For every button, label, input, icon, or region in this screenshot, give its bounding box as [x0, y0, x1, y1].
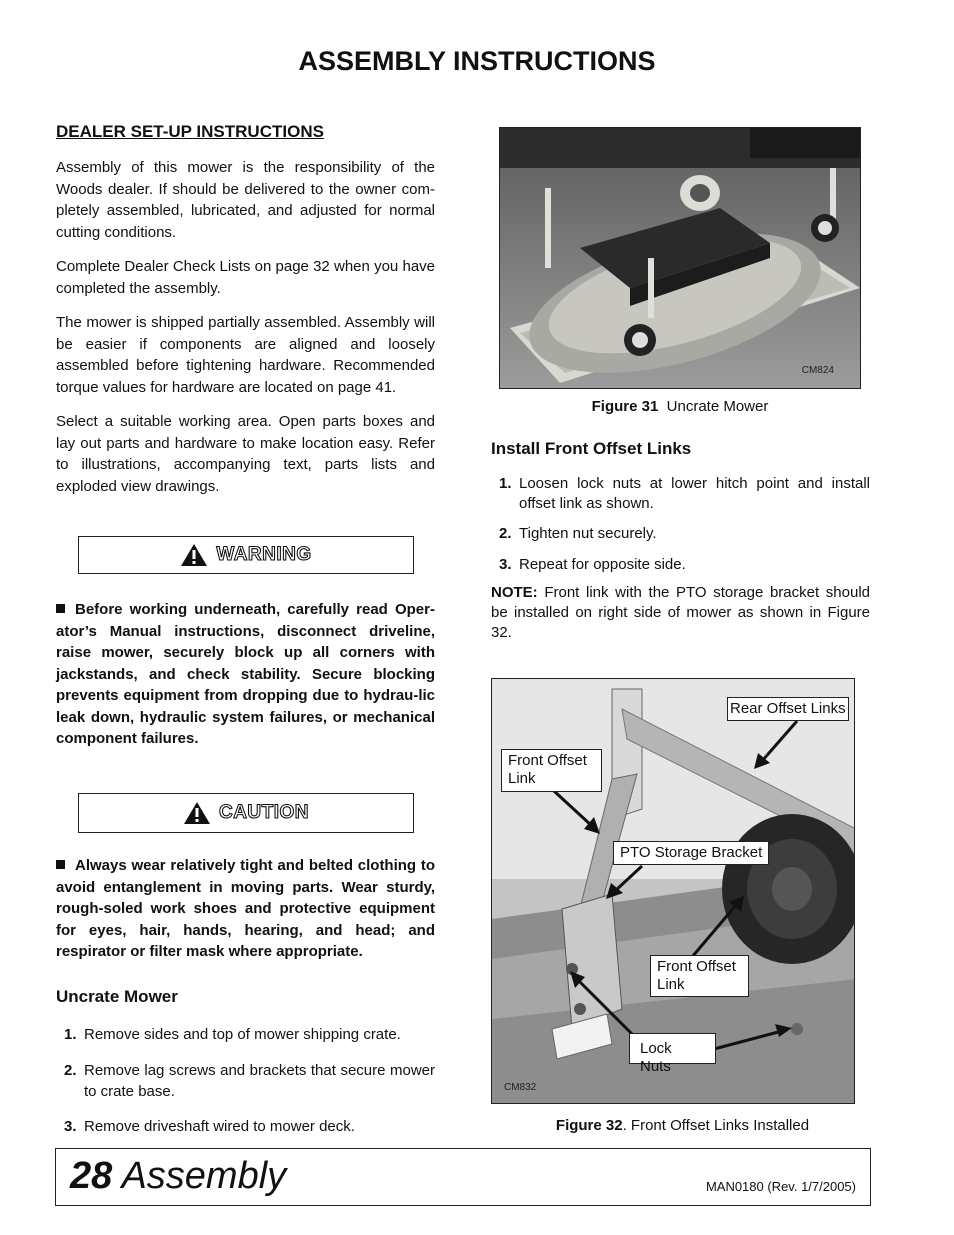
offset-note: NOTE: Front link with the PTO storage bracket should be installed on right side of mower as shown in Figure 32. — [491, 584, 871, 641]
list-item: 2. Tighten nut securely. — [499, 525, 657, 542]
label-pto-storage-bracket: PTO Storage Bracket — [613, 841, 769, 865]
figure-31-code: CM824 — [801, 365, 834, 376]
mower-crate-illustration — [500, 128, 861, 389]
list-item: 1. Remove sides and top of mower shipping crate. — [64, 1026, 401, 1043]
caution-message: Always wear relatively tight and belted clothing to avoid entanglement in moving parts. Wear sturdy, rough-soled work shoes and protective equipment for eyes, hair, hands, hearing, and head; and respirator or filter mask where appropriate. — [56, 857, 435, 960]
list-item: 3. Remove driveshaft wired to mower deck. — [64, 1118, 355, 1135]
install-offset-heading: Install Front Offset Links — [491, 439, 692, 458]
dealer-setup-heading: DEALER SET-UP INSTRUCTIONS — [56, 122, 324, 141]
list-item: 1. Loosen lock nuts at lower hitch point and install offset link as shown. — [499, 475, 870, 512]
warning-triangle-icon — [180, 543, 208, 567]
page-number-section — [70, 1155, 286, 1198]
label-rear-offset-links: Rear Offset Links — [727, 697, 849, 721]
warning-label: WARNING — [216, 544, 312, 565]
page-title: ASSEMBLY INSTRUCTIONS — [298, 46, 656, 76]
bullet-square-icon — [56, 604, 65, 613]
page-number: 28 — [70, 1155, 113, 1197]
figure-32-caption: Figure 32. Front Offset Links Installed — [555, 1117, 810, 1134]
page-footer — [55, 1148, 871, 1206]
caution-box — [78, 793, 414, 833]
label-lock-nuts: Lock Nuts — [629, 1033, 716, 1064]
revision-code: MAN0180 (Rev. 1/7/2005) — [705, 1179, 856, 1194]
figure-31-caption: Figure 31 Uncrate Mower — [591, 398, 769, 415]
label-front-offset-link-bottom: Front Offset Link — [650, 955, 749, 997]
dealer-paragraph-1: Assembly of this mower is the responsibility of the Woods dealer. If should be delivered to the owner com-pletely assembled, lubricated, and adjusted for normal cutting conditions. — [56, 159, 435, 241]
list-item: 3. Repeat for opposite side. — [499, 556, 686, 573]
figure-32-photo — [491, 678, 855, 1104]
caution-label: CAUTION — [218, 802, 310, 823]
dealer-paragraph-4: Select a suitable working area. Open parts boxes and lay out parts and hardware to make location easy. Refer to illustrations, accompanying text, parts lists and exploded view drawings. — [56, 413, 435, 495]
bullet-square-icon — [56, 860, 65, 869]
section-name: Assembly — [121, 1155, 287, 1197]
label-front-offset-link-top: Front Offset Link — [501, 749, 602, 792]
caution-triangle-icon — [183, 801, 211, 825]
dealer-paragraph-3: The mower is shipped partially assembled. Assembly will be easier if components are aligned and loosely assembled before tightening hardware. Recommended torque values for hardware are located on page 41. — [56, 314, 435, 396]
warning-message: Before working underneath, carefully read Oper-ator’s Manual instructions, disconnect driveline, raise mower, securely block up all corners with jackstands, and check stability. Secure blocking prevents equipment from dropping due to hydrau-lic leak down, hydraulic system failures, or mechanical component failures. — [56, 601, 435, 747]
uncrate-steps — [56, 1025, 435, 1137]
offset-steps — [491, 474, 870, 575]
caution-text — [56, 855, 435, 963]
list-item: 2. Remove lag screws and brackets that secure mower to crate base. — [64, 1062, 435, 1100]
warning-text — [56, 599, 435, 750]
dealer-paragraph-2: Complete Dealer Check Lists on page 32 when you have completed the assembly. — [56, 258, 435, 297]
figure-31-photo — [499, 127, 861, 389]
warning-box — [78, 536, 414, 574]
figure-32-code: CM832 — [504, 1082, 537, 1093]
uncrate-heading: Uncrate Mower — [56, 987, 178, 1006]
